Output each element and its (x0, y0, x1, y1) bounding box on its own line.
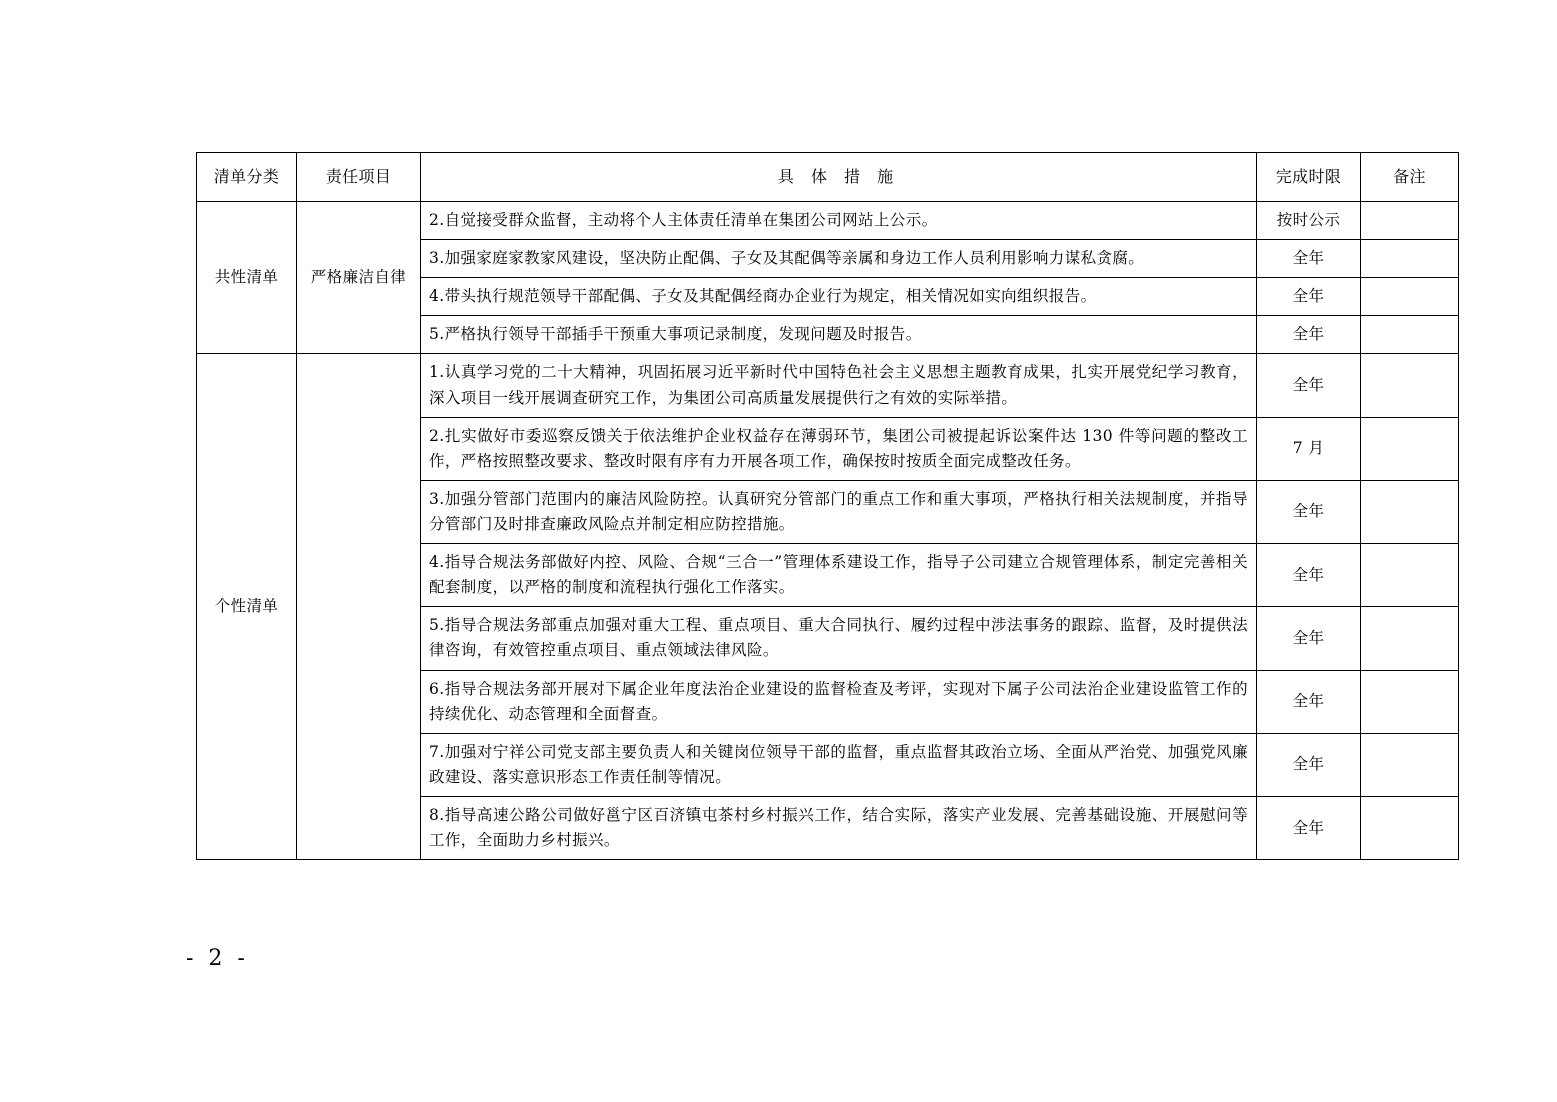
deadline-text: 全年 (1257, 240, 1361, 278)
note-text (1361, 607, 1459, 670)
deadline-text: 全年 (1257, 544, 1361, 607)
deadline-text: 全年 (1257, 278, 1361, 316)
deadline-text: 全年 (1257, 354, 1361, 417)
deadline-text: 全年 (1257, 670, 1361, 733)
group-category-common: 共性清单 (197, 202, 297, 354)
note-text (1361, 202, 1459, 240)
note-text (1361, 670, 1459, 733)
group-item-individual (297, 354, 421, 860)
measure-text: 3.加强分管部门范围内的廉洁风险防控。认真研究分管部门的重点工作和重大事项，严格执行相关法规制度，并指导分管部门及时排查廉政风险点并制定相应防控措施。 (421, 480, 1257, 543)
measure-text: 1.认真学习党的二十大精神，巩固拓展习近平新时代中国特色社会主义思想主题教育成果，扎实开展党纪学习教育，深入项目一线开展调查研究工作，为集团公司高质量发展提供行之有效的实际举措。 (421, 354, 1257, 417)
deadline-text: 全年 (1257, 733, 1361, 796)
page-number: - 2 - (186, 946, 249, 971)
header-measures: 具 体 措 施 (421, 153, 1257, 202)
deadline-text: 全年 (1257, 796, 1361, 859)
note-text (1361, 278, 1459, 316)
deadline-text: 全年 (1257, 316, 1361, 354)
deadline-text: 全年 (1257, 607, 1361, 670)
measure-text: 4.指导合规法务部做好内控、风险、合规“三合一”管理体系建设工作，指导子公司建立合规管理体系，制定完善相关配套制度，以严格的制度和流程执行强化工作落实。 (421, 544, 1257, 607)
measure-text: 7.加强对宁祥公司党支部主要负责人和关键岗位领导干部的监督，重点监督其政治立场、全面从严治党、加强党风廉政建设、落实意识形态工作责任制等情况。 (421, 733, 1257, 796)
group-item-common: 严格廉洁自律 (297, 202, 421, 354)
note-text (1361, 354, 1459, 417)
table-header-row (197, 153, 1459, 202)
measure-text: 4.带头执行规范领导干部配偶、子女及其配偶经商办企业行为规定，相关情况如实向组织报告。 (421, 278, 1257, 316)
measure-text: 2.扎实做好市委巡察反馈关于依法维护企业权益存在薄弱环节，集团公司被提起诉讼案件达 130 件等问题的整改工作，严格按照整改要求、整改时限有序有力开展各项工作，确保按时按质全面完成整改任务。 (421, 417, 1257, 480)
measure-text: 8.指导高速公路公司做好邕宁区百济镇屯茶村乡村振兴工作，结合实际，落实产业发展、完善基础设施、开展慰问等工作，全面助力乡村振兴。 (421, 796, 1257, 859)
measure-text: 2.自觉接受群众监督，主动将个人主体责任清单在集团公司网站上公示。 (421, 202, 1257, 240)
group-category-individual: 个性清单 (197, 354, 297, 860)
measure-text: 5.指导合规法务部重点加强对重大工程、重点项目、重大合同执行、履约过程中涉法事务的跟踪、监督，及时提供法律咨询，有效管控重点项目、重点领域法律风险。 (421, 607, 1257, 670)
note-text (1361, 240, 1459, 278)
note-text (1361, 544, 1459, 607)
deadline-text: 全年 (1257, 480, 1361, 543)
note-text (1361, 733, 1459, 796)
deadline-text: 按时公示 (1257, 202, 1361, 240)
header-note: 备注 (1361, 153, 1459, 202)
responsibility-list-table (196, 152, 1459, 860)
measure-text: 6.指导合规法务部开展对下属企业年度法治企业建设的监督检查及考评，实现对下属子公司法治企业建设监管工作的持续优化、动态管理和全面督查。 (421, 670, 1257, 733)
note-text (1361, 796, 1459, 859)
note-text (1361, 316, 1459, 354)
measure-text: 5.严格执行领导干部插手干预重大事项记录制度，发现问题及时报告。 (421, 316, 1257, 354)
note-text (1361, 480, 1459, 543)
table-row (197, 202, 1459, 240)
deadline-text: 7 月 (1257, 417, 1361, 480)
table-row (197, 354, 1459, 417)
measure-text: 3.加强家庭家教家风建设，坚决防止配偶、子女及其配偶等亲属和身边工作人员利用影响力谋私贪腐。 (421, 240, 1257, 278)
header-category: 清单分类 (197, 153, 297, 202)
header-item: 责任项目 (297, 153, 421, 202)
note-text (1361, 417, 1459, 480)
header-deadline: 完成时限 (1257, 153, 1361, 202)
